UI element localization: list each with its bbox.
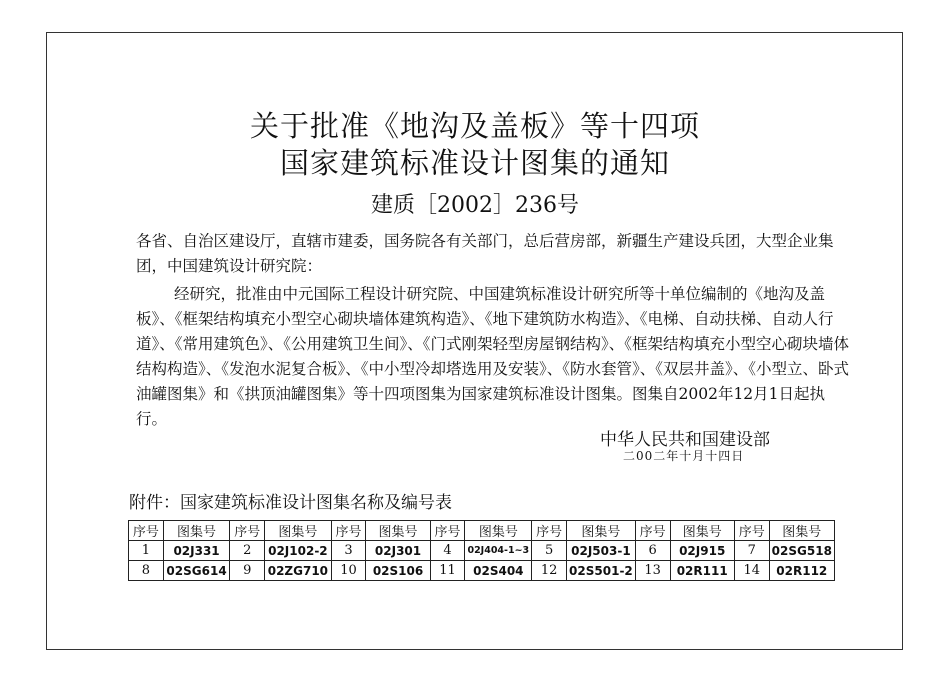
cell-code: 02S404 xyxy=(465,561,532,581)
attachment-title: 附件：国家建筑标准设计图集名称及编号表 xyxy=(129,493,452,513)
cell-index: 11 xyxy=(430,561,465,581)
cell-code: 02J301 xyxy=(366,541,430,561)
cell-index: 6 xyxy=(635,541,670,561)
header-index: 序号 xyxy=(230,521,265,541)
cell-code: 02J503-1 xyxy=(567,541,636,561)
cell-index: 2 xyxy=(230,541,265,561)
cell-code: 02S106 xyxy=(366,561,430,581)
header-code: 图集号 xyxy=(366,521,430,541)
header-code: 图集号 xyxy=(567,521,636,541)
header-code: 图集号 xyxy=(465,521,532,541)
table-header-row xyxy=(129,521,835,541)
cell-code: 02R112 xyxy=(769,561,834,581)
atlas-table xyxy=(128,520,835,581)
issuer-signature: 中华人民共和国建设部 xyxy=(600,430,770,450)
header-code: 图集号 xyxy=(163,521,230,541)
cell-code: 02J404-1~3 xyxy=(465,541,532,561)
cell-index: 14 xyxy=(734,561,769,581)
cell-index: 10 xyxy=(331,561,366,581)
header-index: 序号 xyxy=(430,521,465,541)
cell-code: 02J102-2 xyxy=(265,541,332,561)
cell-index: 9 xyxy=(230,561,265,581)
table-row xyxy=(129,541,835,561)
header-index: 序号 xyxy=(532,521,567,541)
cell-code: 02SG518 xyxy=(769,541,834,561)
cell-index: 13 xyxy=(635,561,670,581)
header-code: 图集号 xyxy=(769,521,834,541)
issue-date: 二00二年十月十四日 xyxy=(623,449,745,463)
cell-code: 02S501-2 xyxy=(567,561,636,581)
addressees: 各省、自治区建设厅，直辖市建委，国务院各有关部门，总后营房部，新疆生产建设兵团，大型企业集团，中国建筑设计研究院： xyxy=(136,232,834,275)
notice-body-text: 经研究，批准由中元国际工程设计研究院、中国建筑标准设计研究所等十单位编制的《地沟及盖板》、《框架结构填充小型空心砌块墙体建筑构造》、《地下建筑防水构造》、《电梯、自动扶梯、自动人行道》、《常用建筑色》、《公用建筑卫生间》、《门式刚架轻型房屋钢结构》、《框架结构填充小型空心砌块墙体结构构造》、《发泡水泥复合板》、《中小型冷却塔选用及安装》、《防水套管》、《双层井盖》、《小型立、卧式油罐图集》和《拱顶油罐图集》等十四项图集为国家建筑标准设计图集。图集自2002年12月1日起执行。 xyxy=(136,285,850,428)
cell-index: 7 xyxy=(734,541,769,561)
cell-code: 02SG614 xyxy=(163,561,230,581)
cell-index: 8 xyxy=(129,561,164,581)
notice-title-line1: 关于批准《地沟及盖板》等十四项 xyxy=(249,109,700,143)
cell-code: 02J331 xyxy=(163,541,230,561)
header-index: 序号 xyxy=(635,521,670,541)
cell-index: 3 xyxy=(331,541,366,561)
cell-index: 1 xyxy=(129,541,164,561)
cell-code: 02R111 xyxy=(670,561,734,581)
table-row xyxy=(129,561,835,581)
header-index: 序号 xyxy=(734,521,769,541)
header-code: 图集号 xyxy=(670,521,734,541)
cell-index: 4 xyxy=(430,541,465,561)
header-index: 序号 xyxy=(129,521,164,541)
cell-code: 02J915 xyxy=(670,541,734,561)
cell-code: 02ZG710 xyxy=(265,561,332,581)
cell-index: 5 xyxy=(532,541,567,561)
cell-index: 12 xyxy=(532,561,567,581)
notice-title-line2: 国家建筑标准设计图集的通知 xyxy=(279,146,670,180)
atlas-table-body xyxy=(129,521,835,581)
document-number: 建质［2002］236号 xyxy=(371,193,579,218)
notice-body xyxy=(136,282,856,432)
header-index: 序号 xyxy=(331,521,366,541)
header-code: 图集号 xyxy=(265,521,332,541)
